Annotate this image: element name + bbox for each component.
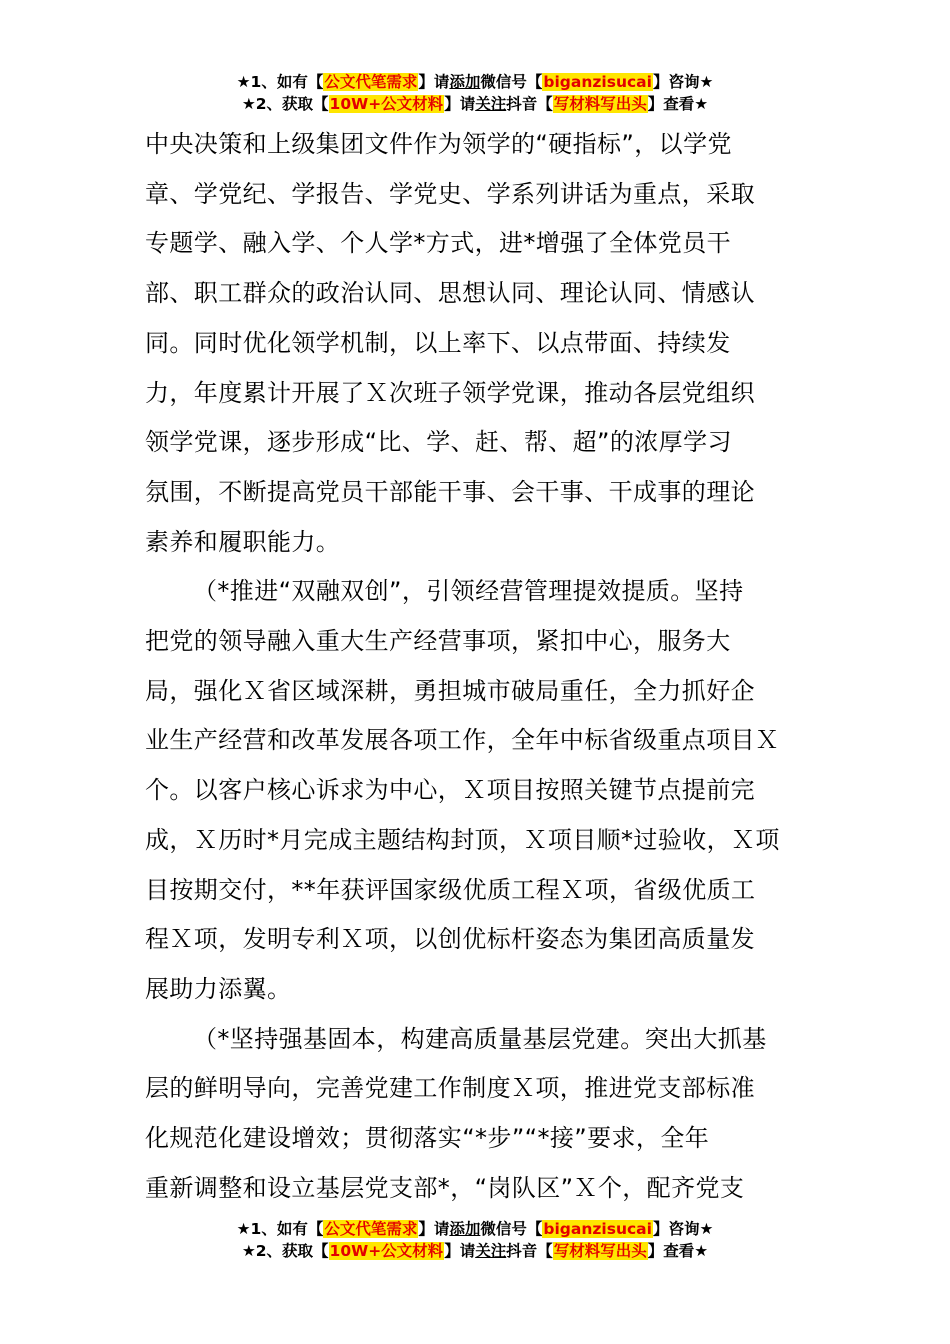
text-line: 目按期交付，**年获评国家级优质工程Ｘ项，省级优质工 bbox=[145, 875, 756, 904]
banner-text: 】请 bbox=[418, 1220, 450, 1238]
banner-text: 】请 bbox=[444, 95, 476, 113]
text-line: 部、职工群众的政治认同、思想认同、理论认同、情感认 bbox=[145, 279, 755, 308]
banner-text: ★2、获取【 bbox=[241, 95, 329, 113]
header-banner bbox=[0, 71, 950, 115]
banner-text: 微信号【 bbox=[480, 1220, 543, 1238]
text-line: 章、学党纪、学报告、学党史、学系列讲话为重点，采取 bbox=[145, 179, 755, 208]
text-line: 个。以客户核心诉求为中心，Ｘ项目按照关键节点提前完 bbox=[145, 776, 755, 805]
text-line: 成，Ｘ历时*月完成主题结构封顶，Ｘ项目顺*过验收，Ｘ项 bbox=[145, 825, 780, 854]
text-line: 中央决策和上级集团文件作为领学的“硬指标”，以学党 bbox=[145, 130, 732, 158]
banner-line-2 bbox=[0, 93, 950, 115]
banner-highlight-wechat-id: biganzisucai bbox=[543, 73, 652, 91]
text-line: （*坚持强基固本，构建高质量基层党建。突出大抓基 bbox=[193, 1024, 767, 1053]
text-line: 重新调整和设立基层党支部*，“岗队区”Ｘ个，配齐党支 bbox=[145, 1173, 745, 1202]
banner-text: 】查看★ bbox=[647, 95, 709, 113]
text-line: 同。同时优化领学机制，以上率下、以点带面、持续发 bbox=[145, 328, 731, 357]
banner-highlight-douyin-id: 写材料写出头 bbox=[553, 95, 647, 113]
paragraph-1 bbox=[145, 120, 810, 567]
banner-underline: 添加 bbox=[449, 73, 481, 91]
banner-text: 抖音【 bbox=[506, 1242, 553, 1260]
text-line: 程Ｘ项，发明专利Ｘ项，以创优标杆姿态为集团高质量发 bbox=[145, 925, 755, 954]
text-line: 素养和履职能力。 bbox=[145, 527, 341, 556]
banner-text: 抖音【 bbox=[506, 95, 553, 113]
banner-text: 】请 bbox=[418, 73, 450, 91]
text-line: 局，强化Ｘ省区域深耕，勇担城市破局重任，全力抓好企 bbox=[145, 676, 755, 705]
banner-text: ★1、如有【 bbox=[236, 1220, 324, 1238]
text-line: 把党的领导融入重大生产经营事项，紧扣中心，服务大 bbox=[145, 627, 731, 656]
banner-underline: 添加 bbox=[449, 1220, 481, 1238]
text-line: 展助力添翼。 bbox=[145, 974, 292, 1003]
footer-banner bbox=[0, 1218, 950, 1262]
banner-highlight-materials: 10W+公文材料 bbox=[329, 1242, 444, 1260]
text-line: 业生产经营和改革发展各项工作，全年中标省级重点项目Ｘ bbox=[145, 726, 780, 755]
document-body bbox=[145, 120, 810, 1213]
text-line: 力，年度累计开展了Ｘ次班子领学党课，推动各层党组织 bbox=[145, 378, 755, 407]
banner-text: ★2、获取【 bbox=[241, 1242, 329, 1260]
banner-text: 】咨询★ bbox=[652, 73, 714, 91]
text-line: 化规范化建设增效；贯彻落实“*步”“*接”要求，全年 bbox=[145, 1124, 710, 1153]
banner-underline: 关注 bbox=[475, 1242, 507, 1260]
banner-line-1 bbox=[0, 1218, 950, 1240]
banner-text: 】请 bbox=[444, 1242, 476, 1260]
banner-highlight-materials: 10W+公文材料 bbox=[329, 95, 444, 113]
banner-underline: 关注 bbox=[475, 95, 507, 113]
banner-highlight-wechat-id: biganzisucai bbox=[543, 1220, 652, 1238]
banner-text: ★1、如有【 bbox=[236, 73, 324, 91]
paragraph-3 bbox=[145, 1015, 810, 1214]
text-line: 层的鲜明导向，完善党建工作制度Ｘ项，推进党支部标准 bbox=[145, 1074, 755, 1103]
banner-line-1 bbox=[0, 71, 950, 93]
banner-text: 】咨询★ bbox=[652, 1220, 714, 1238]
banner-text: 微信号【 bbox=[480, 73, 543, 91]
banner-highlight-douyin-id: 写材料写出头 bbox=[553, 1242, 647, 1260]
banner-highlight-service: 公文代笔需求 bbox=[324, 73, 418, 91]
banner-highlight-service: 公文代笔需求 bbox=[324, 1220, 418, 1238]
text-line: 领学党课，逐步形成“比、学、赶、帮、超”的浓厚学习 bbox=[145, 428, 732, 457]
text-line: （*推进“双融双创”，引领经营管理提效提质。坚持 bbox=[193, 577, 744, 606]
text-line: 氛围，不断提高党员干部能干事、会干事、干成事的理论 bbox=[145, 477, 755, 506]
banner-line-2 bbox=[0, 1240, 950, 1262]
text-line: 专题学、融入学、个人学*方式，进*增强了全体党员干 bbox=[145, 229, 731, 258]
banner-text: 】查看★ bbox=[647, 1242, 709, 1260]
paragraph-2 bbox=[145, 567, 810, 1014]
